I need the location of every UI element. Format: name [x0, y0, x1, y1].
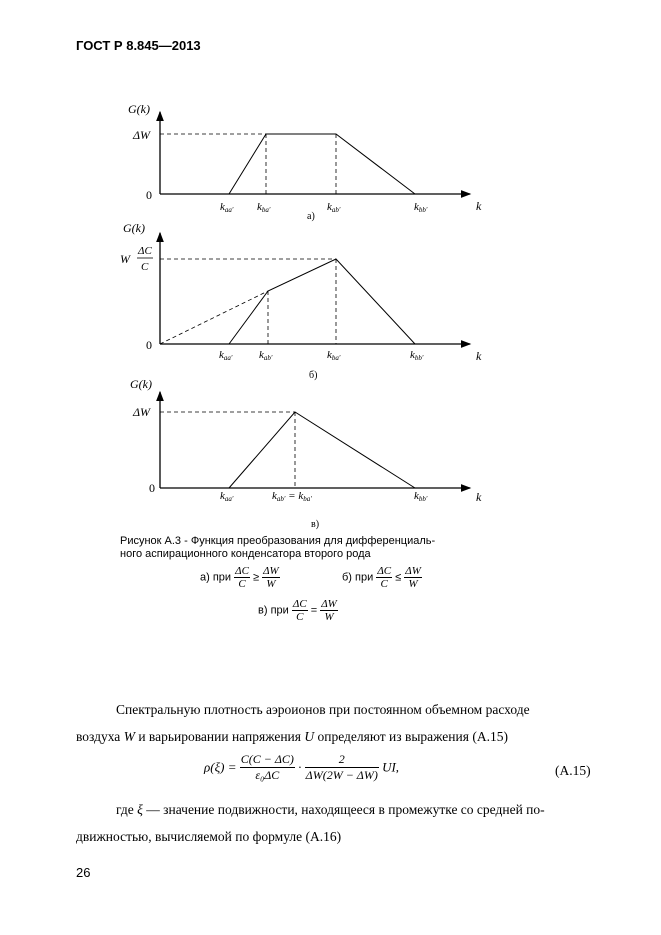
- y-tick-label: ΔW: [133, 128, 151, 142]
- paragraph-line: движностью, вычисляемой по формуле (А.16): [76, 829, 342, 844]
- relation-symbol: =: [310, 604, 318, 617]
- paragraph: Спектральную плотность аэроионов при постоянном объемном расходе: [116, 702, 530, 717]
- transfer-curve: [229, 134, 415, 194]
- condition-c: в) при $\frac{\Delta C}{C}$ = $\frac{\Delta W}{W}$: [258, 598, 337, 623]
- caption-line: ного аспирационного конденсатора второго рода: [120, 548, 371, 560]
- figure-caption: [120, 535, 540, 561]
- x-tick-label: kab': [327, 201, 341, 214]
- relation-symbol: ≤: [395, 571, 402, 584]
- transfer-curve: [229, 412, 415, 488]
- condition-prefix: в) при: [258, 604, 289, 617]
- x-axis-label: k: [476, 349, 482, 363]
- x-tick-label: kbb': [414, 201, 428, 214]
- graph-a: [128, 102, 482, 222]
- x-tick-label: kaa': [220, 201, 234, 214]
- panel-label: в): [311, 519, 320, 530]
- condition-b: б) при $\frac{\Delta C}{C}$ ≤ $\frac{\Delta W}{W}$: [342, 565, 421, 590]
- caption-line: Рисунок А.3 - Функция преобразования для дифференциаль-: [120, 535, 436, 547]
- equation-number: (А.15): [555, 763, 591, 778]
- panel-label: а): [307, 211, 315, 222]
- condition-prefix: а) при: [200, 571, 232, 584]
- x-axis-label: k: [476, 490, 482, 504]
- x-tick-label: kab' = kba': [272, 490, 312, 503]
- x-tick-label: kaa': [219, 349, 233, 362]
- x-tick-label: kba': [257, 201, 271, 214]
- y-tick-label: W: [120, 252, 130, 266]
- x-tick-label: kbb': [414, 490, 428, 503]
- document-header: ГОСТ Р 8.845—2013: [76, 38, 201, 53]
- y-tick-label: ΔW: [133, 405, 151, 419]
- y-axis-label: G(k): [123, 221, 145, 235]
- x-tick-label: kab': [259, 349, 273, 362]
- relation-symbol: ≥: [252, 571, 260, 584]
- origin-label: 0: [146, 188, 152, 202]
- origin-label: 0: [146, 338, 152, 352]
- x-tick-label: kaa': [220, 490, 234, 503]
- paragraph: где ξ — значение подвижности, находящееся в промежутке со средней по-: [116, 802, 545, 817]
- x-tick-label: kba': [327, 349, 341, 362]
- y-axis-label: G(k): [130, 377, 152, 391]
- condition-a: а) при $\frac{\Delta C}{C}$ ≥ $\frac{\Delta W}{W}$: [200, 565, 279, 590]
- graph-c: [130, 377, 482, 530]
- origin-label: 0: [149, 481, 155, 495]
- condition-prefix: б) при: [342, 571, 374, 584]
- y-tick-frac-num: ΔC: [138, 245, 152, 257]
- y-axis-label: G(k): [128, 102, 150, 116]
- y-tick-frac-den: C: [141, 261, 149, 273]
- page-number: 26: [76, 865, 91, 880]
- transfer-curve: [229, 259, 415, 344]
- guide-line: [160, 291, 268, 344]
- equation-A15: ρ(ξ) = $\frac{C(C - \Delta C)}{\text{ε₀ΔC}}$ · $\frac{2}{\Delta W(2W - \Delta W)}$ UI,: [204, 752, 400, 782]
- x-tick-label: kbb': [410, 349, 424, 362]
- x-axis-label: k: [476, 199, 482, 213]
- paragraph-line: воздуха W и варьировании напряжения U определяют из выражения (А.15): [76, 729, 508, 744]
- graph-b: [120, 221, 482, 381]
- panel-label: б): [309, 370, 318, 381]
